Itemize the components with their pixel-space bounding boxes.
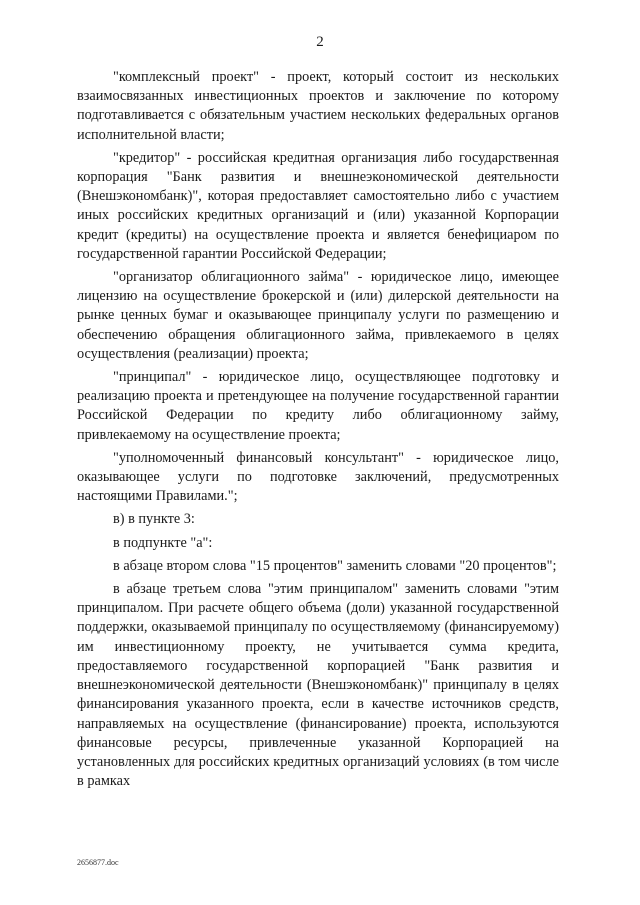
paragraph-second-abzats: в абзаце втором слова "15 процентов" заменить словами "20 процентов"; [113, 557, 557, 574]
paragraph-creditor: "кредитор" - российская кредитная организация либо государственная корпорация "Банк развития и внешнеэкономической деятельности (Внешэкономбанк)", которая предоставляет самостоятельно либо с участием иных российских кредитных организаций и (или) указанной Корпорации кредит (кредиты) на осуществление проекта и является бенефициаром по государственной гарантии Российской Федерации; [77, 149, 559, 262]
page-number: 2 [316, 34, 324, 50]
paragraph-bond-organizer: "организатор облигационного займа" - юридическое лицо, имеющее лицензию на осуществление брокерской и (или) дилерской деятельности на рынке ценных бумаг и оказывающее принципалу услуги по размещению и обеспечению обращения облигационного займа, привлекаемого в целях осуществления (реализации) проекта; [77, 269, 559, 362]
paragraph-principal: "принципал" - юридическое лицо, осуществляющее подготовку и реализацию проекта и претендующее на получение государственной гарантии Российской Федерации по кредиту либо облигационному займу, привлекаемому на осуществление проекта; [77, 369, 559, 443]
paragraph-financial-consultant: "уполномоченный финансовый консультант" - юридическое лицо, оказывающее услуги по подготовке заключений, предусмотренных настоящими Правилами."; [77, 449, 559, 505]
paragraph-item-v: в) в пункте 3: [113, 511, 195, 528]
document-filename: 2656877.doc [77, 858, 119, 867]
paragraph-third-abzats: в абзаце третьем слова "этим принципалом" заменить словами "этим принципалом. При расчете общего объема (доли) указанной государственной поддержки, оказываемой принципалу по осуществляемому (финансируемому) им инвестиционному проекту, не учитывается сумма кредита, предоставляемого государственной корпорацией "Банк развития и внешнеэкономической деятельности (Внешэкономбанк)" принципалу в целях финансирования указанного проекта, если в качестве источников средств, направляемых на осуществление (финансирование) проекта, используются финансовые ресурсы, привлеченные указанной Корпорацией на установленных для российских кредитных организаций условиях (в том числе в рамках [77, 581, 559, 790]
paragraph-complex-project: "комплексный проект" - проект, который состоит из нескольких взаимосвязанных инвестиционных проектов и заключение по которому подготавливается с обязательным участием нескольких федеральных органов исполнительной власти; [77, 69, 559, 143]
paragraph-subitem-a: в подпункте "а": [113, 534, 213, 551]
document-body [77, 68, 559, 791]
